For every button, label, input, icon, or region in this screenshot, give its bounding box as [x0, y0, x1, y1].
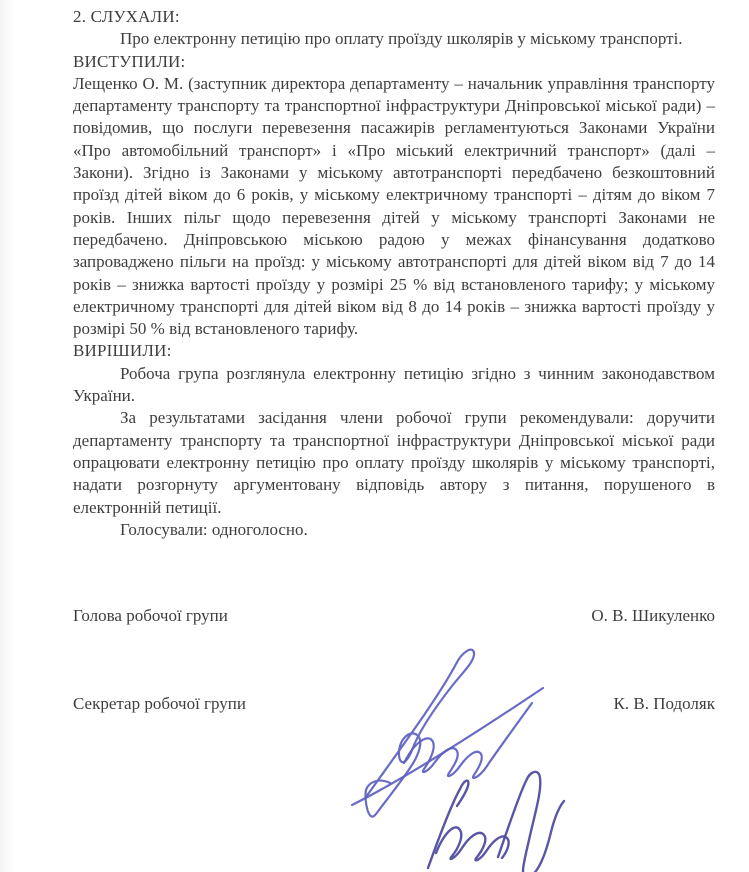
document-body — [73, 6, 715, 716]
signatory-name-podoliak: К. В. Подоляк — [613, 694, 715, 714]
paragraph-speaker-report: Лещенко О. М. (заступник директора департаменту – начальник управління транспорту департаменту транспорту та транспортної інфраструктури Дніпровської міської ради) – повідомив, що послуги перевезення пасажирів регламентуються Законами України «Про автомобільний транспорт» і «Про міський електричний транспорт» (далі – Закони). Згідно із Законами у міському автотранспорті передбачено безкоштовний проїзд дітей віком до 6 років, у міському електричному транспорті – дітям до віком 7 років. Інших пільг щодо перевезення дітей у міському транспорті Законами не передбачено. Дніпровською міською радою у межах фінансування додатково запроваджено пільги на проїзд: у міському автотранспорті для дітей віком від 7 до 14 років – знижка вартості проїзду у розмірі 25 % від встановленого тарифу; у міському електричному транспорті для дітей віком від 8 до 14 років – знижка вартості проїзду у розмірі 50 % від встановленого тарифу. — [73, 73, 715, 339]
section-heading-decided: ВИРІШИЛИ: — [73, 341, 172, 361]
paragraph-decision-1: Робоча група розглянула електронну петицію згідно з чинним законодавством України. — [73, 363, 715, 406]
signatory-role-secretary: Секретар робочої групи — [73, 694, 247, 714]
paragraph-petition-subject: Про електронну петицію про оплату проїзду школярів у міському транспорті. — [120, 29, 683, 49]
signatory-name-shykulenko: О. В. Шикуленко — [591, 606, 715, 626]
paragraph-decision-2: За результатами засідання члени робочої групи рекомендували: доручити департаменту транспорту та транспортної інфраструктури Дніпровської міської ради опрацювати електронну петицію про оплату проїзду школярів у міському транспорті, надати розгорнуту аргументовану відповідь автору з питання, порушеного в електронній петиції. — [73, 408, 715, 517]
section-heading-heard: 2. СЛУХАЛИ: — [73, 7, 180, 26]
signature-row-head — [73, 605, 715, 627]
paragraph-vote-result: Голосували: одноголосно. — [120, 519, 308, 539]
section-heading-spoke: ВИСТУПИЛИ: — [73, 51, 186, 71]
signatory-role-head: Голова робочої групи — [73, 606, 228, 626]
signature-row-secretary — [73, 693, 715, 715]
signature-podoliak-ink — [428, 772, 564, 872]
